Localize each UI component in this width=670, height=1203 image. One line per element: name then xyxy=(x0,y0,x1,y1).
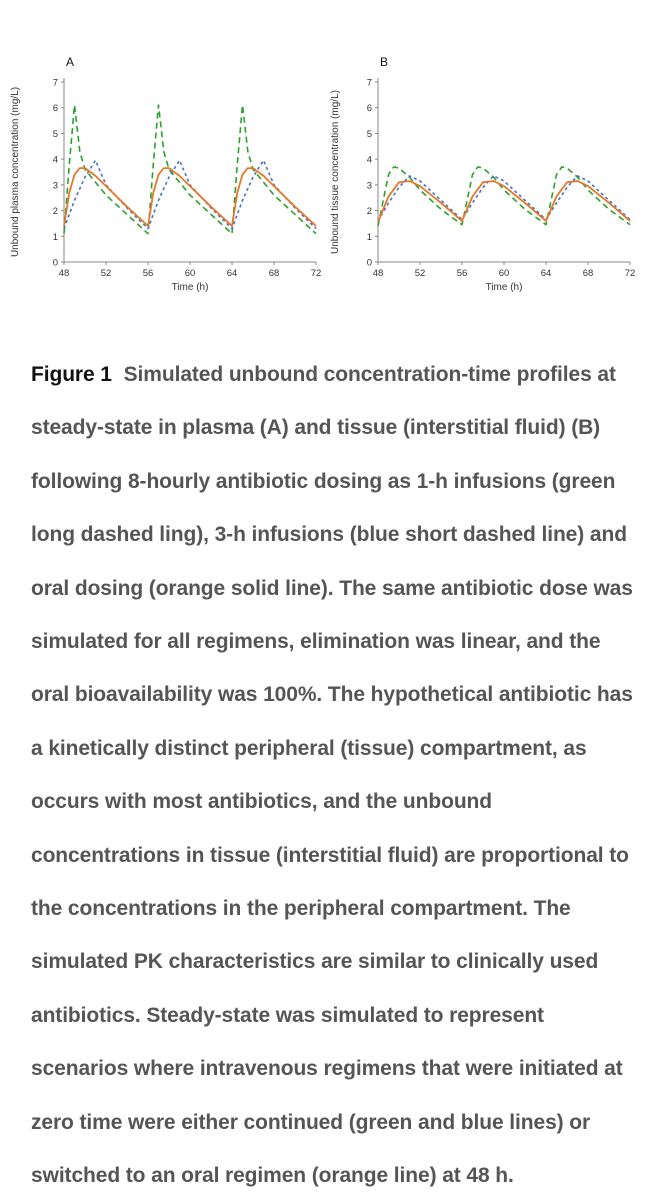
panel-label: B xyxy=(380,55,389,69)
series-line-1-h-infusions xyxy=(378,167,630,226)
x-tick-label: 64 xyxy=(540,268,552,279)
y-tick-label: 7 xyxy=(52,77,58,89)
x-tick-label: 72 xyxy=(624,268,636,279)
y-tick-label: 6 xyxy=(52,103,58,115)
y-tick-label: 5 xyxy=(366,128,372,140)
x-tick-label: 48 xyxy=(372,268,384,279)
x-tick-label: 72 xyxy=(310,268,322,279)
x-axis-title: Time (h) xyxy=(485,282,523,293)
y-tick-label: 1 xyxy=(366,231,372,243)
y-tick-label: 0 xyxy=(366,257,372,269)
x-tick-label: 48 xyxy=(58,268,70,279)
series-line-oral-dosing xyxy=(378,181,630,222)
y-tick-label: 2 xyxy=(52,206,58,218)
figure-panels xyxy=(0,40,670,310)
series-line-3-h-infusions xyxy=(378,176,630,221)
x-tick-label: 52 xyxy=(414,268,426,279)
y-axis-title: Unbound plasma concentration (mg/L) xyxy=(10,86,21,258)
x-tick-label: 52 xyxy=(100,268,112,279)
x-tick-label: 56 xyxy=(456,268,468,279)
figure-svg xyxy=(0,40,670,310)
y-tick-label: 0 xyxy=(52,257,58,269)
series-line-1-h-infusions xyxy=(64,105,316,234)
x-tick-label: 56 xyxy=(142,268,154,279)
y-tick-label: 3 xyxy=(52,180,58,192)
chart-panel-a xyxy=(10,55,321,293)
figure-caption xyxy=(31,348,643,1203)
y-axis-title: Unbound tissue concentration (mg/L) xyxy=(330,90,341,254)
y-tick-label: 1 xyxy=(52,231,58,243)
y-tick-label: 7 xyxy=(366,77,372,89)
caption-label: Figure 1 xyxy=(31,363,112,386)
panel-label: A xyxy=(66,55,75,69)
y-tick-label: 3 xyxy=(366,180,372,192)
y-tick-label: 6 xyxy=(366,103,372,115)
caption-text: Simulated unbound concentration-time profiles at steady-state in plasma (A) and tissue (interstitial fluid) (B) following 8-hourly antibiotic dosing as 1-h infusions (green long dashed ling), 3-h infusions (blue short dashed line) and oral dosing (orange solid line). The same antibiotic dose was simulated for all regimens, elimination was linear, and the oral bioavailability was 100%. The hypothetical antibiotic has a kinetically distinct peripheral (tissue) compartment, as occurs with most antibiotics, and the unbound concentrations in tissue (interstitial fluid) are proportional to the concentrations in the peripheral compartment. The simulated PK characteristics are similar to clinically used antibiotics. Steady-state was simulated to represent scenarios where intravenous regimens that were initiated at zero time were either continued (green and blue lines) or switched to an oral regimen (orange line) at 48 h. xyxy=(31,363,633,1188)
chart-panel-b xyxy=(330,55,635,293)
y-tick-label: 5 xyxy=(52,128,58,140)
x-tick-label: 64 xyxy=(226,268,238,279)
y-tick-label: 4 xyxy=(52,154,58,166)
y-tick-label: 4 xyxy=(366,154,372,166)
x-tick-label: 68 xyxy=(582,268,594,279)
x-tick-label: 60 xyxy=(498,268,510,279)
x-tick-label: 68 xyxy=(268,268,280,279)
y-tick-label: 2 xyxy=(366,206,372,218)
x-tick-label: 60 xyxy=(184,268,196,279)
x-axis-title: Time (h) xyxy=(171,282,209,293)
